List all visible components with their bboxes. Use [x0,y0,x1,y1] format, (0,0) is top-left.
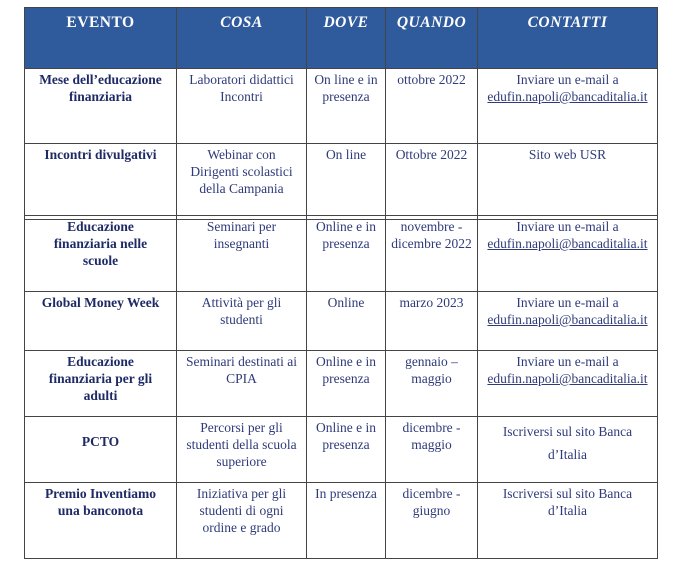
header-cosa: COSA [177,8,307,69]
text-line: Inviare un e-mail a [516,354,619,369]
header-contatti: CONTATTI [478,8,658,69]
text-line: Inviare un e-mail a [516,219,619,234]
cell-quando [386,351,478,417]
text-line: dicembre - [402,486,461,501]
cell-dove: In presenza [307,483,386,559]
text-line: finanziaria per gli [48,371,153,386]
text-line: presenza [322,89,370,104]
text-line: dicembre 2022 [391,236,472,251]
text-line: dicembre - [402,420,461,435]
text-line: Iscriversi sul sito Banca [502,424,633,439]
cell-evento [25,483,177,559]
table-row [25,483,658,559]
events-table-top [24,7,658,220]
cell-evento: Incontri divulgativi [25,144,177,220]
cell-cosa [177,292,307,351]
text-line: Iniziativa per gli [196,486,287,501]
cell-contatti [478,483,658,559]
cell-contatti [478,417,658,483]
cell-quando: ottobre 2022 [386,69,478,144]
cell-contatti [478,292,658,351]
text-line: Online e in [316,420,376,435]
text-line: Online e in [316,219,376,234]
text-line: CPIA [226,371,257,386]
cell-evento [25,216,177,292]
text-line: presenza [322,371,370,386]
text-line: maggio [411,437,452,452]
cell-cosa [177,216,307,292]
table-row [25,417,658,483]
cell-contatti: Sito web USR [478,144,658,220]
text-line: Seminari destinati ai [186,354,297,369]
email-link[interactable]: edufin.napoli@bancaditalia.it [487,89,648,104]
email-link[interactable]: edufin.napoli@bancaditalia.it [487,312,648,327]
text-line: studenti [220,312,263,327]
text-line: studenti di ogni [199,503,284,518]
cell-cosa [177,483,307,559]
text-line: giugno [412,503,451,518]
text-line: Laboratori didattici [189,72,294,87]
cell-cosa [177,351,307,417]
text-line: Educazione [67,219,134,234]
table-row [25,144,658,220]
cell-dove [307,69,386,144]
cell-quando [386,216,478,292]
cell-contatti [478,216,658,292]
cell-quando: marzo 2023 [386,292,478,351]
table-row [25,216,658,292]
cell-contatti [478,351,658,417]
text-line: ordine e grado [202,520,281,535]
text-line: d’Italia [548,503,587,518]
cell-quando: Ottobre 2022 [386,144,478,220]
events-table-bottom [24,215,658,559]
header-quando: QUANDO [386,8,478,69]
text-line: Mese dell’educazione [39,72,162,87]
text-line: Webinar con [207,147,276,162]
cell-quando [386,417,478,483]
text-line: della Campania [199,181,284,196]
text-line: d’Italia [548,447,587,462]
cell-dove [307,417,386,483]
text-line: adulti [83,388,118,403]
text-line: gennaio – [405,354,458,369]
header-row [25,8,658,69]
email-link[interactable]: edufin.napoli@bancaditalia.it [487,371,648,386]
cell-dove: On line [307,144,386,220]
cell-cosa [177,417,307,483]
text-line: Inviare un e-mail a [516,295,619,310]
text-line: insegnanti [213,236,270,251]
cell-evento: Global Money Week [25,292,177,351]
text-line: finanziaria [69,89,132,104]
text-line: scuole [82,253,119,268]
cell-cosa [177,144,307,220]
text-line: superiore [216,454,267,469]
table-row [25,292,658,351]
cell-quando [386,483,478,559]
text-line: Premio Inventiamo [44,486,157,501]
cell-dove [307,216,386,292]
text-line: Seminari per [206,219,277,234]
text-line: Inviare un e-mail a [516,72,619,87]
cell-evento: PCTO [25,417,177,483]
cell-dove [307,351,386,417]
cell-contatti [478,69,658,144]
cell-dove: Online [307,292,386,351]
text-line: studenti della scuola [186,437,297,452]
header-evento: EVENTO [25,8,177,69]
cell-cosa [177,69,307,144]
text-line: una banconota [57,503,144,518]
text-line: finanziaria nelle [53,236,148,251]
text-line: Attività per gli [201,295,282,310]
text-line: Educazione [67,354,134,369]
text-line: Iscriversi sul sito Banca [502,486,633,501]
header-dove: DOVE [307,8,386,69]
email-link[interactable]: edufin.napoli@bancaditalia.it [487,236,648,251]
text-line: Incontri [220,89,263,104]
table-row [25,351,658,417]
text-line: presenza [322,236,370,251]
text-line: Online e in [316,354,376,369]
text-line: Percorsi per gli [200,420,283,435]
text-line: presenza [322,437,370,452]
cell-evento [25,351,177,417]
text-line: On line e in [314,72,378,87]
text-line: Dirigenti scolastici [190,164,293,179]
text-line: maggio [411,371,452,386]
text-line: novembre - [400,219,463,234]
table-row [25,69,658,144]
cell-evento [25,69,177,144]
